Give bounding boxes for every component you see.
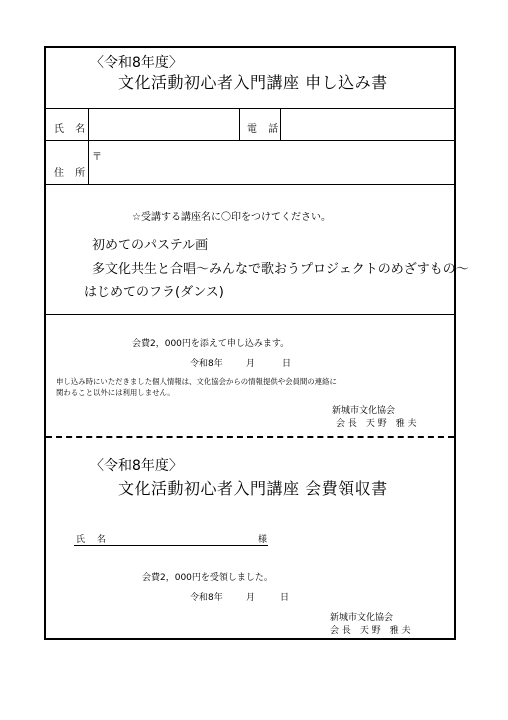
receipt-name-label: 氏 名 (76, 535, 106, 545)
cut-line (46, 436, 454, 438)
course-option[interactable]: 初めてのパステル画 (92, 238, 209, 253)
form-title: 文化活動初心者入門講座 申し込み書 (118, 73, 388, 92)
divider (46, 140, 454, 141)
receipt-name-field[interactable] (116, 530, 256, 544)
receipt-date-day: 日 (280, 593, 290, 603)
receipt-name-underline (74, 545, 268, 546)
course-option[interactable]: はじめてのフラ(ダンス) (84, 285, 224, 300)
postal-mark: 〒 (92, 152, 102, 163)
honorific: 様 (258, 535, 268, 545)
privacy-notice: 関わること以外には利用しません。 (56, 388, 175, 397)
divider (46, 184, 454, 185)
date-day: 日 (282, 359, 292, 369)
phone-label: 電 話 (247, 124, 283, 135)
receipt-organization-name: 新城市文化協会 (330, 613, 394, 623)
name-label: 氏 名 (54, 124, 90, 135)
chair-name: 会 長 天 野 雅 夫 (336, 419, 417, 429)
phone-field[interactable] (282, 110, 452, 140)
address-field[interactable] (102, 144, 452, 182)
receipt-date-era: 令和8年 (190, 593, 223, 603)
fee-statement: 会費2，000円を添えて申し込みます。 (132, 339, 290, 349)
name-field[interactable] (90, 110, 238, 140)
instruction-text: ☆受講する講座名に〇印をつけてください。 (132, 212, 331, 223)
address-label: 住 所 (54, 168, 90, 179)
receipt-date-month: 月 (246, 593, 256, 603)
divider (46, 108, 454, 109)
date-era: 令和8年 (190, 359, 223, 369)
course-option[interactable]: 多文化共生と合唱～みんなで歌おうプロジェクトのめざすもの～ (92, 262, 469, 277)
organization-name: 新城市文化協会 (332, 406, 396, 416)
receipt-chair-name: 会 長 天 野 雅 夫 (330, 626, 411, 636)
receipt-title: 文化活動初心者入門講座 会費領収書 (118, 479, 388, 498)
privacy-notice: 申し込み時にいただきました個人情報は、文化協会からの情報提供や会員間の連絡に (56, 377, 337, 386)
application-form (44, 46, 469, 640)
divider (46, 314, 454, 315)
received-statement: 会費2，000円を受領しました。 (142, 573, 273, 583)
era-label: 〈令和8年度〉 (90, 55, 183, 71)
phone-divider-left (239, 108, 240, 140)
receipt-era-label: 〈令和8年度〉 (90, 458, 183, 474)
date-month: 月 (246, 359, 256, 369)
phone-divider-right (280, 108, 281, 140)
